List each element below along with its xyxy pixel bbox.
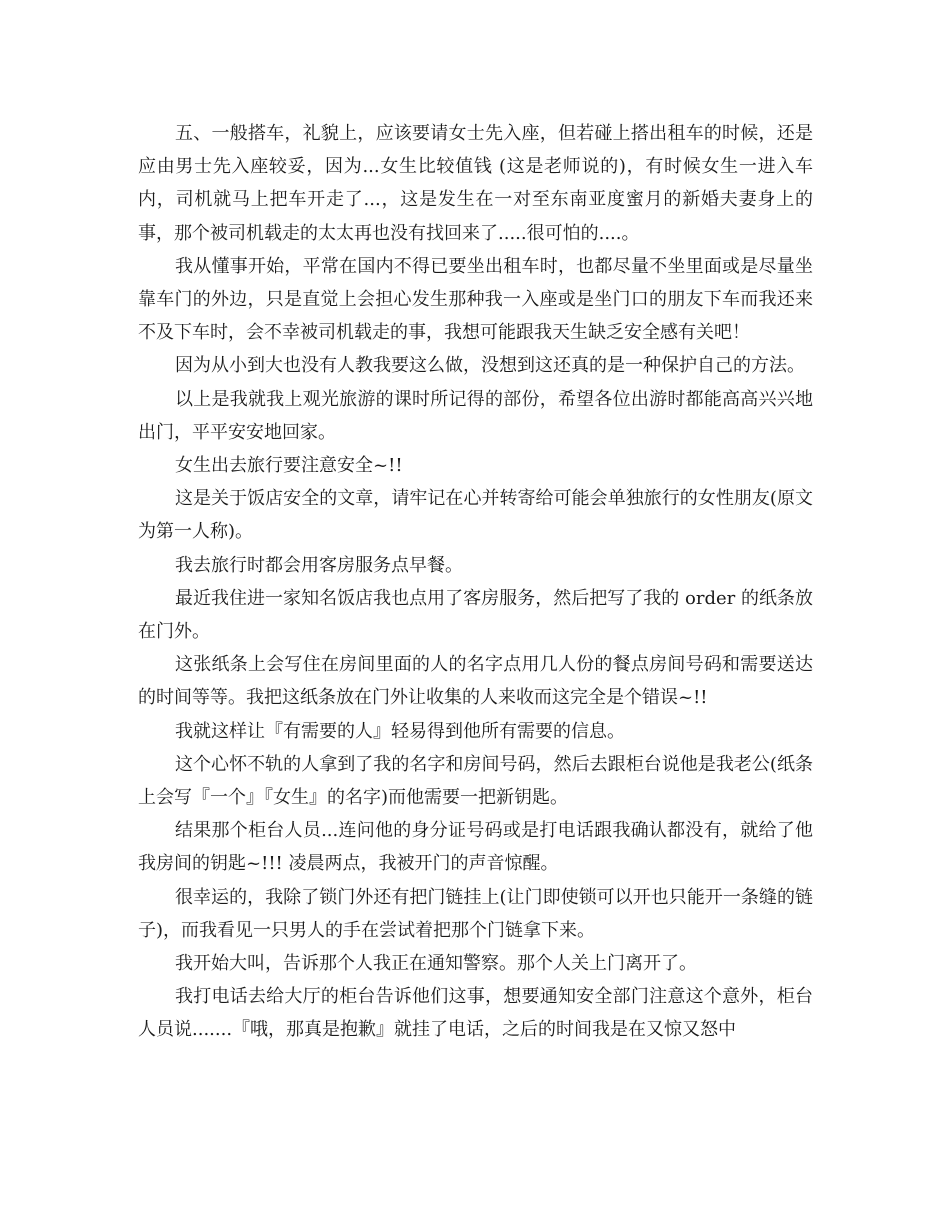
paragraph-5: 女生出去旅行要注意安全~!! (175, 455, 403, 477)
paragraph-15: 我打电话去给大厅的柜台告诉他们这事，想要通知安全部门注意这个意外，柜台人员说.......『哦，那真是抱歉』就挂了电话，之后的时间我是在又惊又怒中 (138, 986, 813, 1041)
paragraph-6: 这是关于饭店安全的文章，请牢记在心并转寄给可能会单独旅行的女性朋友(原文为第一人称)。 (138, 488, 813, 543)
paragraph-9: 这张纸条上会写住在房间里面的人的名字点用几人份的餐点房间号码和需要送达的时间等等。我把这纸条放在门外让收集的人来收而这完全是个错误~!! (138, 654, 813, 709)
paragraph-8: 最近我住进一家知名饭店我也点用了客房服务，然后把写了我的 order 的纸条放在门外。 (138, 587, 813, 643)
paragraph-14: 我开始大叫，告诉那个人我正在通知警察。那个人关上门离开了。 (175, 953, 697, 975)
document-body (138, 117, 813, 1047)
paragraph-7: 我去旅行时都会用客房服务点早餐。 (175, 554, 463, 576)
paragraph-1: 五、一般搭车，礼貌上，应该要请女士先入座，但若碰上搭出租车的时候，还是应由男士先入座较妥，因为...女生比较值钱 (这是老师说的)，有时候女生一进入车内，司机就马上把车开走了...，这是发生在一对至东南亚度蜜月的新婚夫妻身上的事，那个被司机载走的太太再也没有找回来了.....很可怕的....。 (138, 123, 813, 244)
paragraph-10: 我就这样让『有需要的人』轻易得到他所有需要的信息。 (175, 720, 625, 742)
paragraph-12: 结果那个柜台人员...连问他的身分证号码或是打电话跟我确认都没有，就给了他我房间的钥匙~!!! 凌晨两点，我被开门的声音惊醒。 (138, 820, 813, 875)
paragraph-2: 我从懂事开始，平常在国内不得已要坐出租车时，也都尽量不坐里面或是尽量坐靠车门的外边，只是直觉上会担心发生那种我一入座或是坐门口的朋友下车而我还来不及下车时，会不幸被司机载走的事，我想可能跟我天生缺乏安全感有关吧！ (138, 255, 813, 344)
paragraph-4: 以上是我就我上观光旅游的课时所记得的部份，希望各位出游时都能高高兴兴地出门，平平安安地回家。 (138, 388, 813, 443)
paragraph-3: 因为从小到大也没有人教我要这么做，没想到这还真的是一种保护自己的方法。 (175, 355, 805, 377)
paragraph-13: 很幸运的，我除了锁门外还有把门链挂上(让门即使锁可以开也只能开一条缝的链子)，而我看见一只男人的手在尝试着把那个门链拿下来。 (138, 886, 813, 941)
paragraph-11: 这个心怀不轨的人拿到了我的名字和房间号码，然后去跟柜台说他是我老公(纸条上会写『一个』『女生』的名字)而他需要一把新钥匙。 (138, 753, 813, 809)
